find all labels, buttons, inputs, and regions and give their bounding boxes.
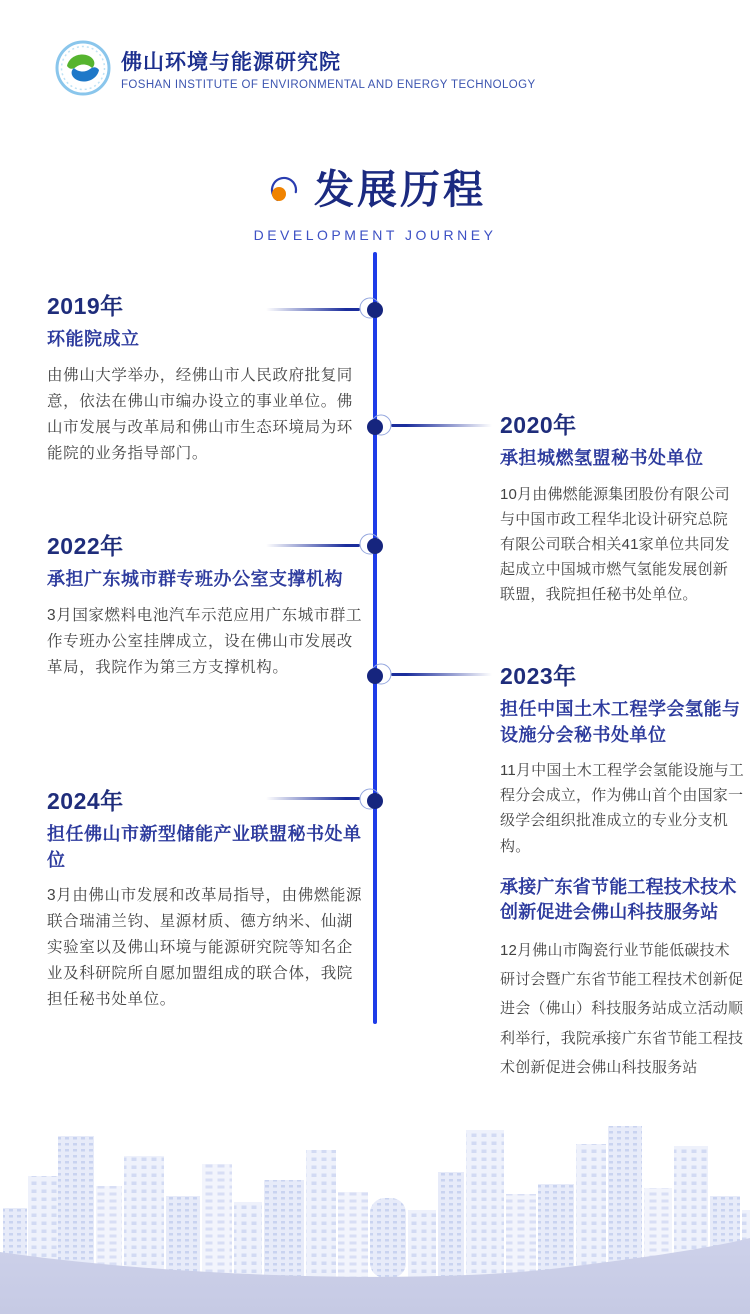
- event-2020: [500, 407, 743, 607]
- event-title: 承担广东城市群专班办公室支撑机构: [47, 569, 343, 589]
- connector-2023: [391, 673, 492, 676]
- event-2023: [500, 658, 745, 1082]
- orbit-dot-icon: [264, 169, 304, 209]
- timeline-dot-2022: [367, 538, 383, 554]
- event-year: 2022年: [47, 533, 124, 559]
- event-body: 由佛山大学举办，经佛山市人民政府批复同意，依法在佛山市编办设立的事业单位。佛山市发展与改革局和佛山市生态环境局为环能院的业务指导部门。: [47, 366, 353, 462]
- timeline-dot-2020: [367, 419, 383, 435]
- event-2019: [47, 288, 359, 467]
- connector-2022: [266, 544, 360, 547]
- connector-2024: [266, 797, 360, 800]
- timeline-dot-2019: [367, 302, 383, 318]
- event-body: 10月由佛燃能源集团股份有限公司与中国市政工程华北设计研究总院有限公司联合相关41家单位共同发起成立中国城市燃气氢能发展创新联盟，我院担任秘书处单位。: [500, 485, 730, 604]
- org-header: [55, 40, 536, 96]
- timeline-spine: [373, 252, 377, 1024]
- timeline-dot-2023: [367, 668, 383, 684]
- event-year: 2023年: [500, 663, 577, 689]
- org-name-zh: 佛山环境与能源研究院: [121, 50, 341, 74]
- event-2024: [47, 783, 365, 1013]
- page-title: 发展历程: [314, 168, 486, 212]
- org-logo-icon: [55, 40, 111, 96]
- connector-2019: [266, 308, 360, 311]
- page-title-block: [0, 158, 750, 243]
- event-extra-body: 12月佛山市陶瓷行业节能低碳技术研讨会暨广东省节能工程技术创新促进会（佛山）科技服务站成立活动顺利举行，我院承接广东省节能工程技术创新促进会佛山科技服务站: [500, 941, 744, 1076]
- event-year: 2020年: [500, 412, 577, 438]
- event-title: 环能院成立: [47, 329, 140, 349]
- page-subtitle: DEVELOPMENT JOURNEY: [253, 227, 497, 243]
- event-body: 11月中国土木工程学会氢能设施与工程分会成立，作为佛山首个由国家一级学会组织批准成立的专业分支机构。: [500, 762, 744, 855]
- skyline-buildings: [3, 1126, 750, 1278]
- connector-2020: [391, 424, 492, 427]
- city-skyline-graphic: [0, 1100, 750, 1314]
- event-2022: [47, 528, 363, 681]
- event-year: 2019年: [47, 293, 124, 319]
- timeline-dot-2024: [367, 793, 383, 809]
- event-body: 3月国家燃料电池汽车示范应用广东城市群工作专班办公室挂牌成立，设在佛山市发展改革局，我院作为第三方支撑机构。: [47, 606, 363, 676]
- event-extra-title: 承接广东省节能工程技术技术创新促进会佛山科技服务站: [500, 876, 737, 923]
- event-title: 担任中国土木工程学会氢能与设施分会秘书处单位: [500, 699, 741, 745]
- event-body: 3月由佛山市发展和改革局指导，由佛燃能源联合瑞浦兰钧、星源材质、德方纳米、仙湖实验室以及佛山环境与能源研究院等知名企业及科研院所自愿加盟组成的联合体，我院担任秘书处单位。: [47, 887, 363, 1009]
- event-title: 担任佛山市新型储能产业联盟秘书处单位: [47, 824, 362, 870]
- event-year: 2024年: [47, 788, 124, 814]
- org-name-en: FOSHAN INSTITUTE OF ENVIRONMENTAL AND ENERGY TECHNOLOGY: [121, 78, 536, 91]
- event-title: 承担城燃氢盟秘书处单位: [500, 448, 704, 468]
